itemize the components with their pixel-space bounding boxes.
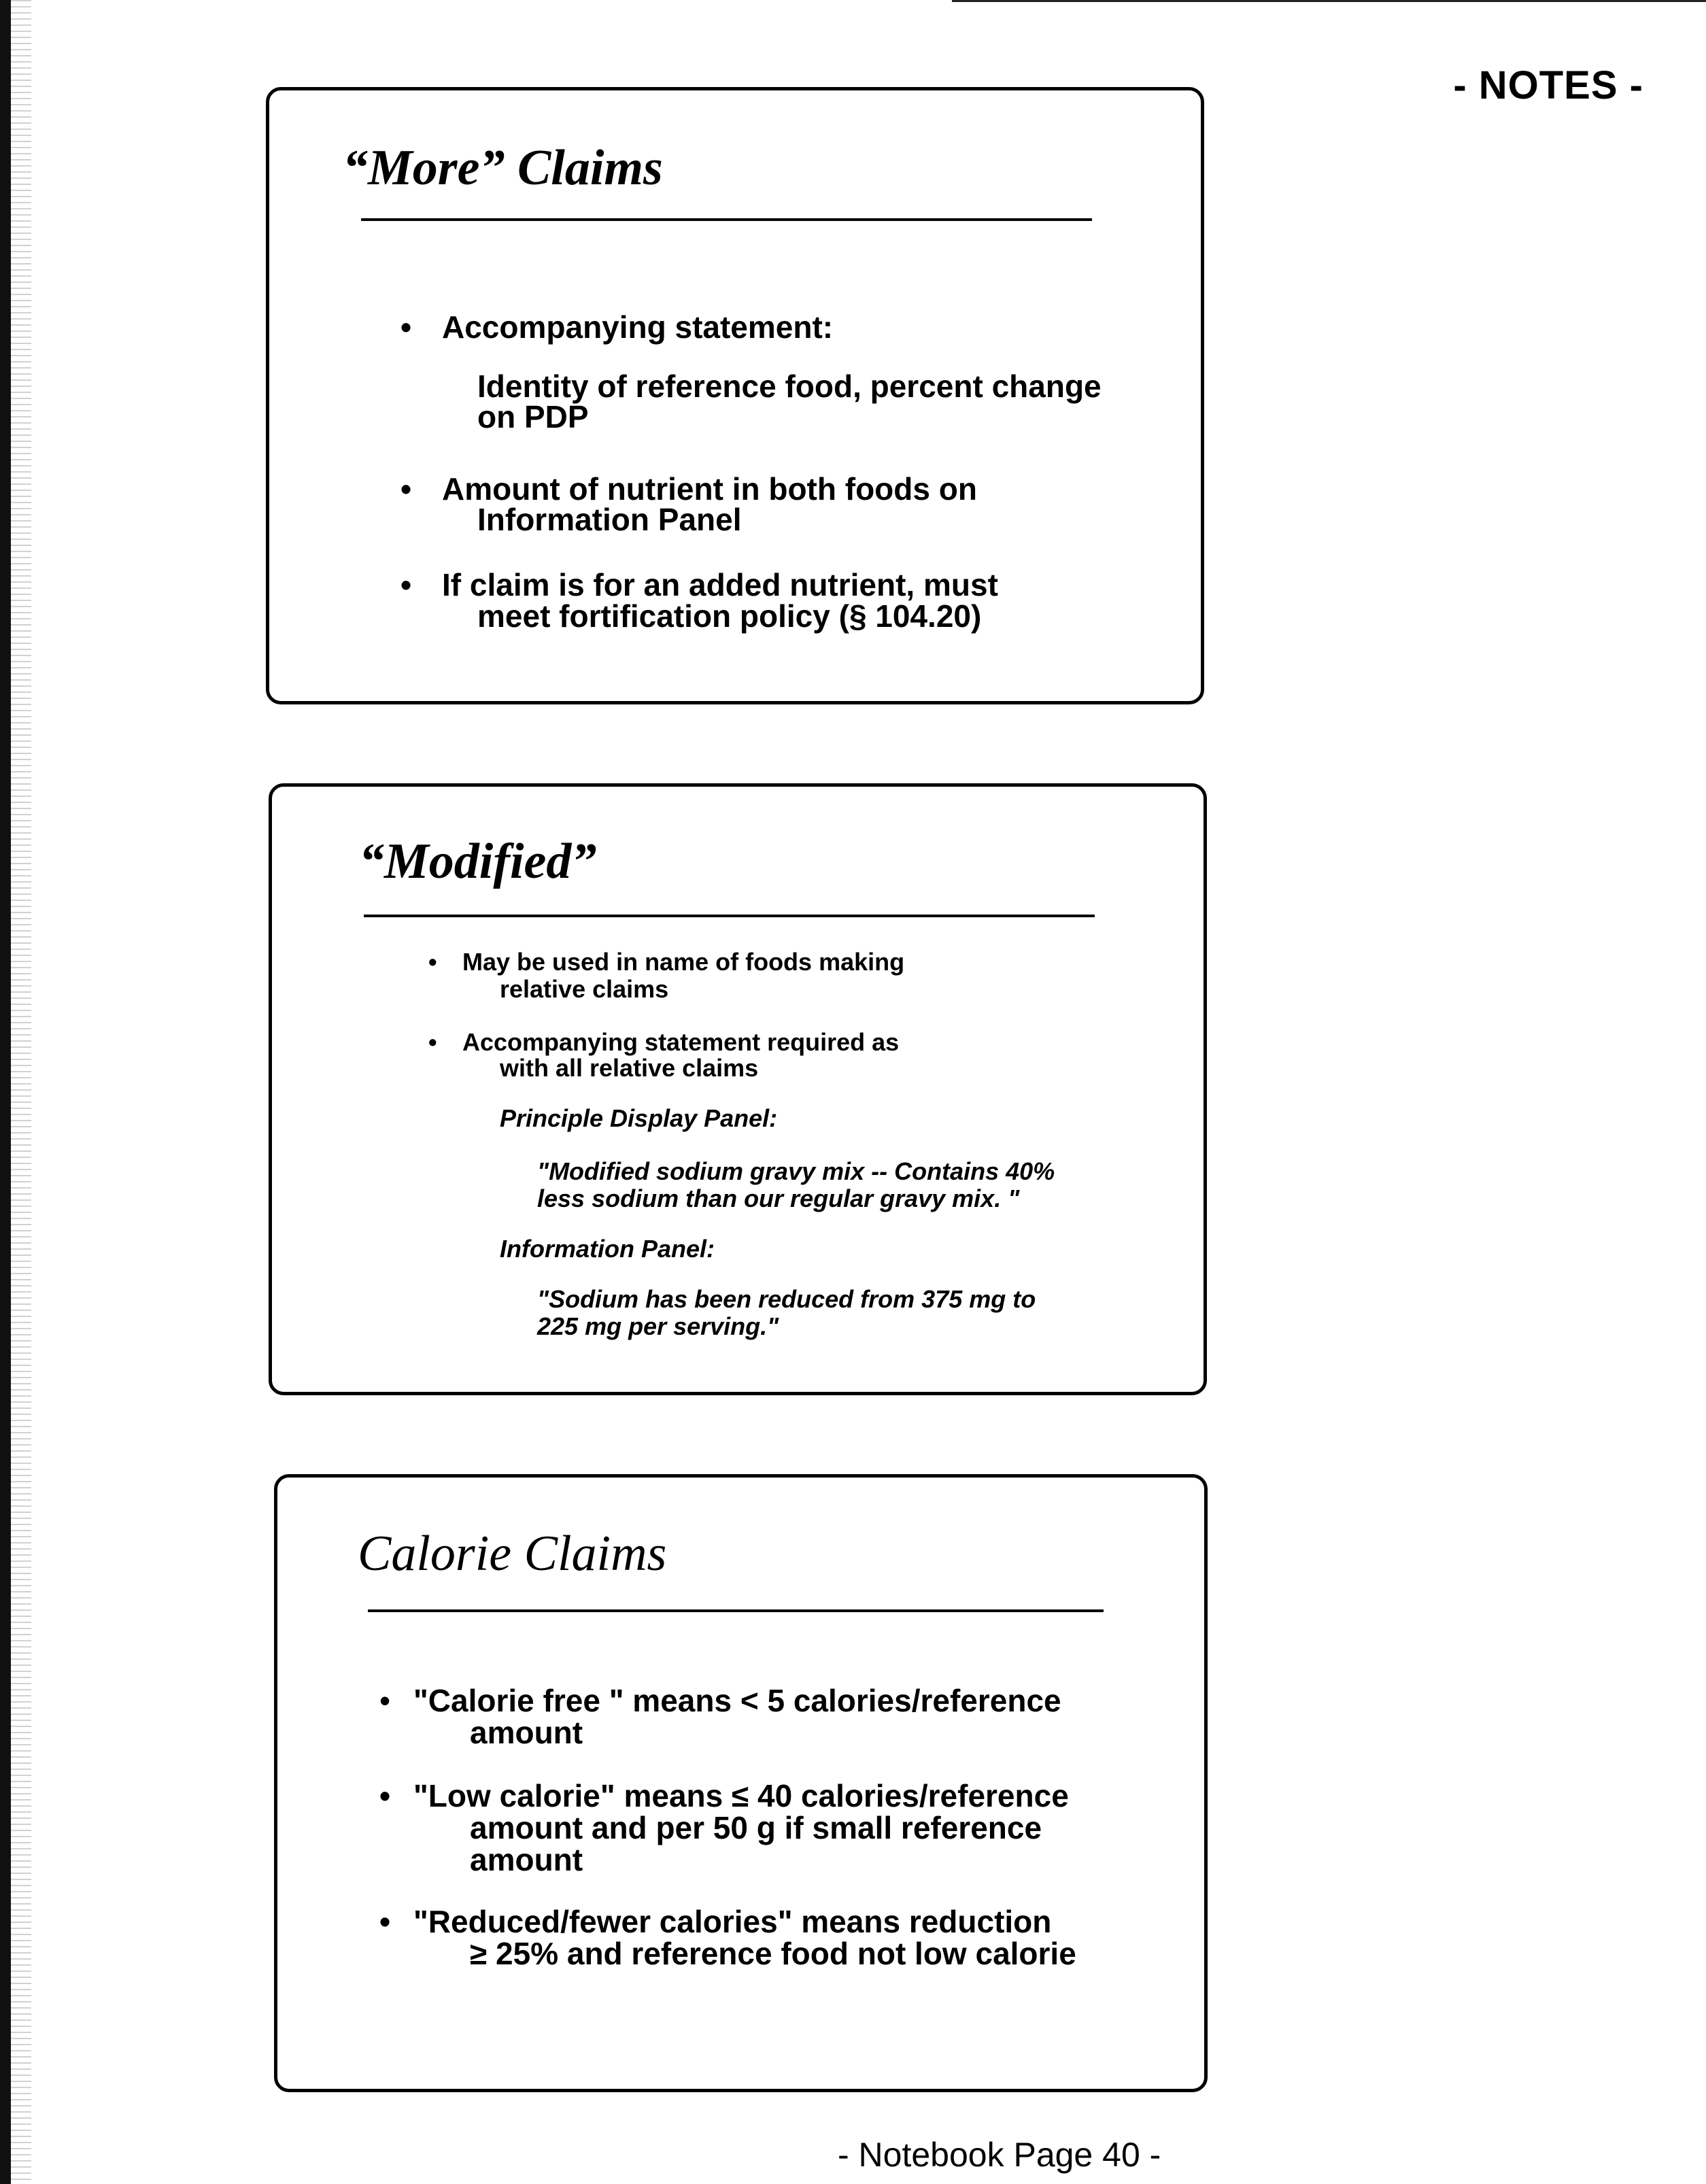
bullet-item: • "Low calorie" means ≤ 40 calories/reference: [379, 1778, 1069, 1813]
info-quote-line: 225 mg per serving.": [537, 1312, 779, 1340]
pdp-label: Principle Display Panel:: [500, 1104, 778, 1132]
slide-title: “Modified”: [359, 834, 597, 889]
slide-more-claims: [266, 87, 1204, 704]
bullet-continuation: meet fortification policy (§ 104.20): [477, 598, 982, 634]
scan-left-edge: [0, 0, 11, 2184]
bullet-dot-icon: •: [428, 1028, 437, 1056]
bullet-item: • If claim is for an added nutrient, must: [400, 567, 998, 602]
title-divider: [364, 915, 1095, 917]
bullet-continuation: Information Panel: [477, 502, 742, 537]
bullet-dot-icon: •: [400, 471, 412, 507]
bullet-item: • Accompanying statement required as: [428, 1028, 900, 1056]
bullet-dot-icon: •: [379, 1683, 391, 1718]
bullet-item: • "Calorie free " means < 5 calories/reference: [379, 1683, 1061, 1718]
slide-title: Calorie Claims: [358, 1526, 667, 1582]
bullet-item: • May be used in name of foods making: [428, 948, 905, 976]
bullet-continuation: with all relative claims: [500, 1054, 759, 1082]
bullet-continuation: amount: [470, 1715, 583, 1750]
bullet-continuation: relative claims: [500, 975, 669, 1003]
bullet-item: • Accompanying statement:: [400, 309, 834, 345]
slide-title: “More” Claims: [343, 140, 663, 196]
title-divider: [368, 1609, 1104, 1612]
notes-label: - NOTES -: [1453, 63, 1643, 107]
pdp-quote-line: "Modified sodium gravy mix -- Contains 40%: [537, 1157, 1055, 1185]
bullet-dot-icon: •: [400, 309, 412, 345]
slide-modified: [269, 783, 1207, 1395]
scan-top-rule: [952, 0, 1706, 2]
title-divider: [361, 218, 1092, 221]
bullet-item: • Amount of nutrient in both foods on: [400, 471, 977, 507]
sub-text: on PDP: [477, 399, 589, 434]
scan-left-speckle: [11, 0, 31, 2184]
sub-text: Identity of reference food, percent change: [477, 369, 1102, 404]
bullet-dot-icon: •: [400, 567, 412, 602]
info-quote-line: "Sodium has been reduced from 375 mg to: [537, 1285, 1036, 1313]
bullet-dot-icon: •: [428, 948, 437, 976]
slide-calorie-claims: [274, 1474, 1208, 2092]
info-label: Information Panel:: [500, 1235, 715, 1263]
bullet-continuation: amount: [470, 1842, 583, 1877]
bullet-continuation: amount and per 50 g if small reference: [470, 1810, 1042, 1845]
bullet-item: • "Reduced/fewer calories" means reduction: [379, 1904, 1052, 1939]
bullet-dot-icon: •: [379, 1904, 391, 1939]
page-footer: - Notebook Page 40 -: [838, 2136, 1161, 2174]
bullet-dot-icon: •: [379, 1778, 391, 1813]
pdp-quote-line: less sodium than our regular gravy mix. ": [537, 1184, 1020, 1212]
bullet-continuation: ≥ 25% and reference food not low calorie: [470, 1936, 1076, 1971]
